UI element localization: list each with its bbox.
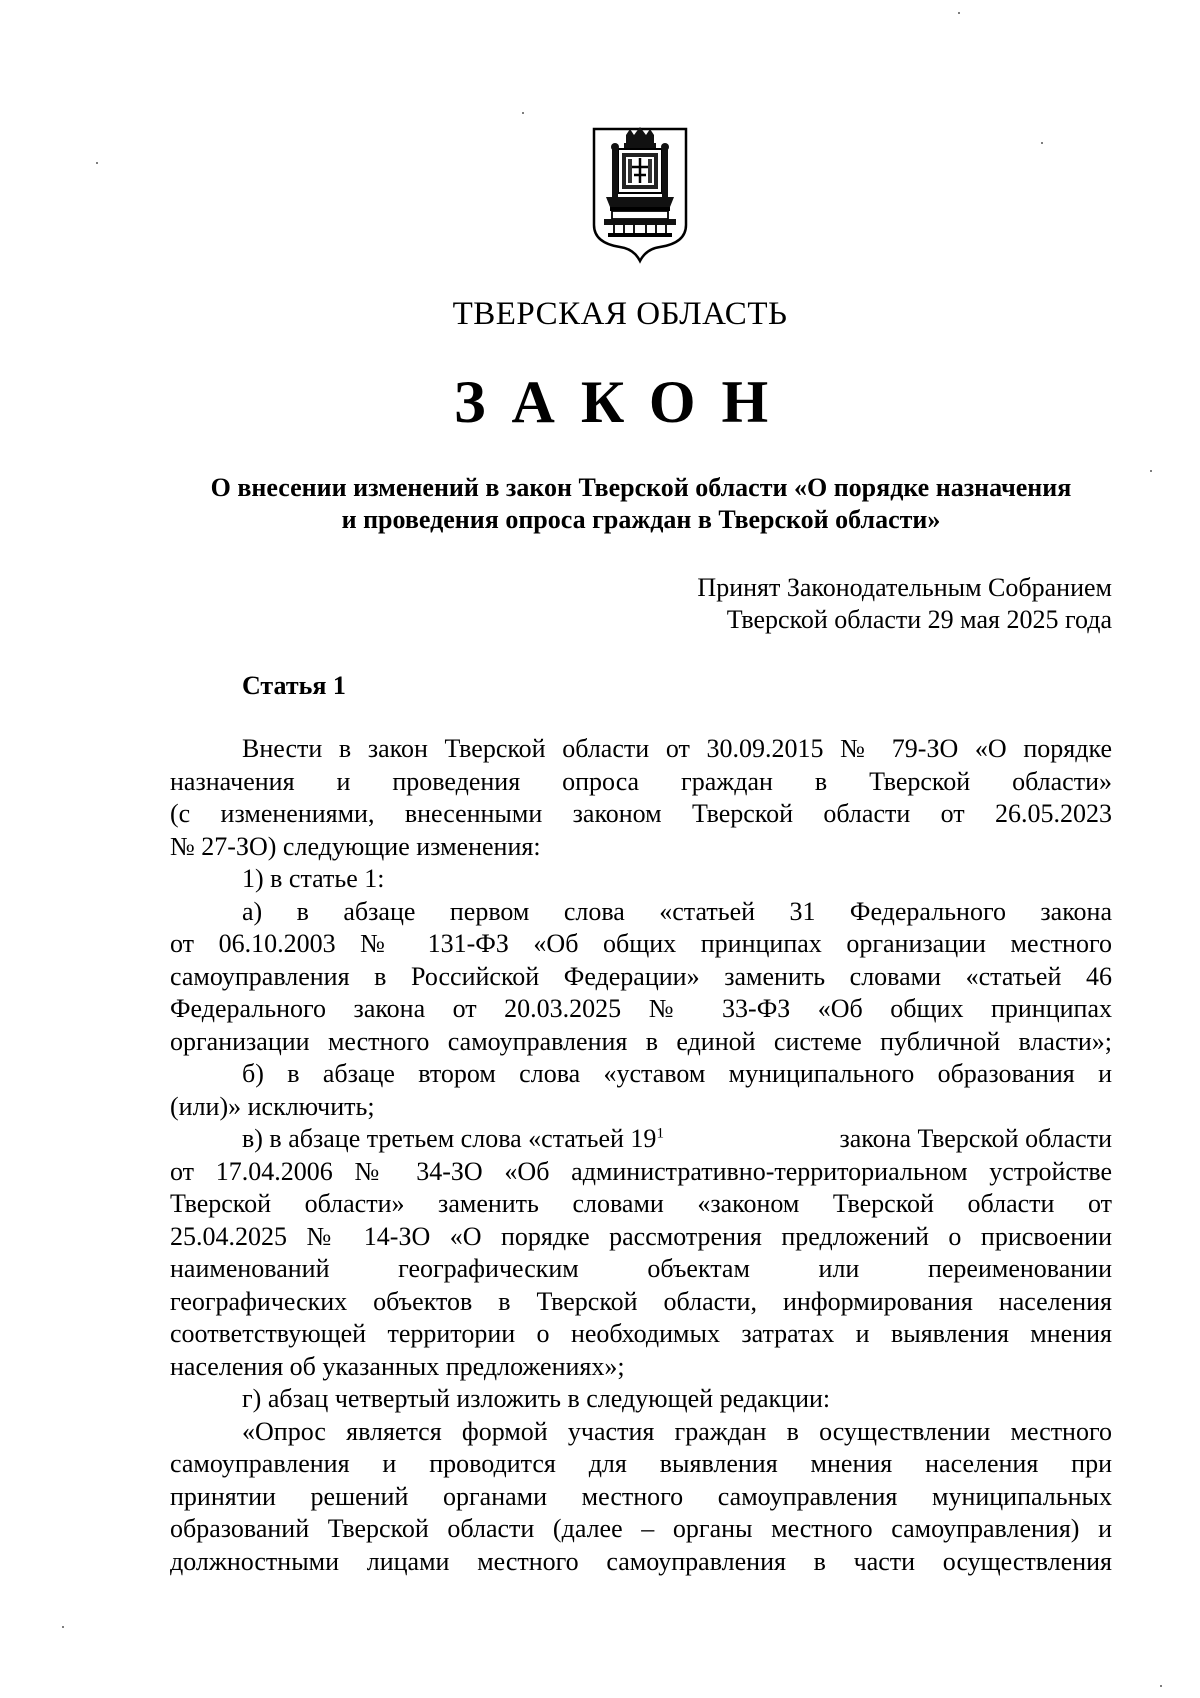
article-heading: Статья 1 (242, 671, 346, 700)
body-line: г) абзац четвертый изложить в следующей редакции: (242, 1384, 831, 1413)
body-line: организации местного самоуправления в единой системе публичной власти»; (170, 1026, 1112, 1056)
body-line: соответствующей территории о необходимых затратах и выявления мнения (170, 1319, 1112, 1348)
body-line: (или)» исключить; (170, 1091, 375, 1121)
body-line: принятии решений органами местного самоуправления муниципальных (170, 1481, 1112, 1511)
body-line: должностными лицами местного самоуправления в части осуществления (170, 1546, 1112, 1576)
adoption-note-line: Принят Законодательным Собранием (697, 573, 1112, 602)
body-line: самоуправления в Российской Федерации» заменить словами «статьей 46 (170, 961, 1112, 991)
superscript-number: 1 (656, 1125, 664, 1142)
scan-speck (62, 1626, 64, 1628)
body-line: самоуправления и проводится для выявления мнения населения при (170, 1449, 1112, 1478)
body-line: назначения и проведения опроса граждан в Тверской области» (170, 766, 1112, 796)
adoption-note-line: Тверской области 29 мая 2025 года (726, 605, 1112, 634)
body-line: от 17.04.2006 № 34-ЗО «Об административно-территориальном устройстве (170, 1156, 1112, 1186)
law-subject (170, 472, 1112, 536)
body-line-text: в) в абзаце третьем слова «статьей 19 (242, 1124, 657, 1153)
region-name: ТВЕРСКАЯ ОБЛАСТЬ (452, 296, 788, 332)
body-line: 1) в статье 1: (242, 864, 385, 893)
body-line: б) в абзаце втором слова «уставом муниципального образования и (242, 1059, 1112, 1088)
body-line: географических объектов в Тверской области, информирования населения (170, 1286, 1112, 1316)
law-subject-line: и проведения опроса граждан в Тверской области» (341, 505, 941, 534)
body-line: 25.04.2025 № 14-ЗО «О порядке рассмотрения предложений о присвоении (170, 1221, 1112, 1251)
article-body (170, 733, 1112, 1578)
body-line: Тверской области» заменить словами «законом Тверской области от (170, 1189, 1112, 1218)
scan-speck (96, 162, 98, 164)
body-line: № 27-ЗО) следующие изменения: (170, 831, 541, 861)
scan-speck (958, 12, 960, 14)
scan-speck (1160, 1685, 1162, 1687)
body-line: Федерального закона от 20.03.2025 № 33-ФЗ «Об общих принципах (170, 994, 1112, 1023)
body-line: (с изменениями, внесенными законом Тверской области от 26.05.2023 (170, 799, 1112, 828)
body-line-part: закона Тверской области (839, 1124, 1112, 1153)
body-line: Внести в закон Тверской области от 30.09.2015 № 79-ЗО «О порядке (242, 734, 1112, 763)
document-type-title: ЗАКОН (453, 369, 795, 435)
law-subject-line: О внесении изменений в закон Тверской области «О порядке назначения (210, 473, 1072, 502)
body-line-part (242, 1123, 664, 1156)
scan-speck (522, 112, 524, 114)
scan-speck (1150, 470, 1152, 472)
adoption-note (697, 572, 1112, 636)
body-line: от 06.10.2003 № 131-ФЗ «Об общих принципах организации местного (170, 929, 1112, 958)
body-line: «Опрос является формой участия граждан в осуществлении местного (242, 1416, 1112, 1446)
body-line: населения об указанных предложениях»; (170, 1351, 625, 1381)
body-line: образований Тверской области (далее – органы местного самоуправления) и (170, 1514, 1112, 1543)
scan-speck (1041, 142, 1043, 144)
body-line-with-superscript (170, 1123, 1112, 1156)
body-line: а) в абзаце первом слова «статьей 31 Федерального закона (242, 896, 1112, 926)
tver-oblast-coat-of-arms-icon (590, 125, 690, 265)
body-line: наименований географическим объектам или переименовании (170, 1254, 1112, 1283)
